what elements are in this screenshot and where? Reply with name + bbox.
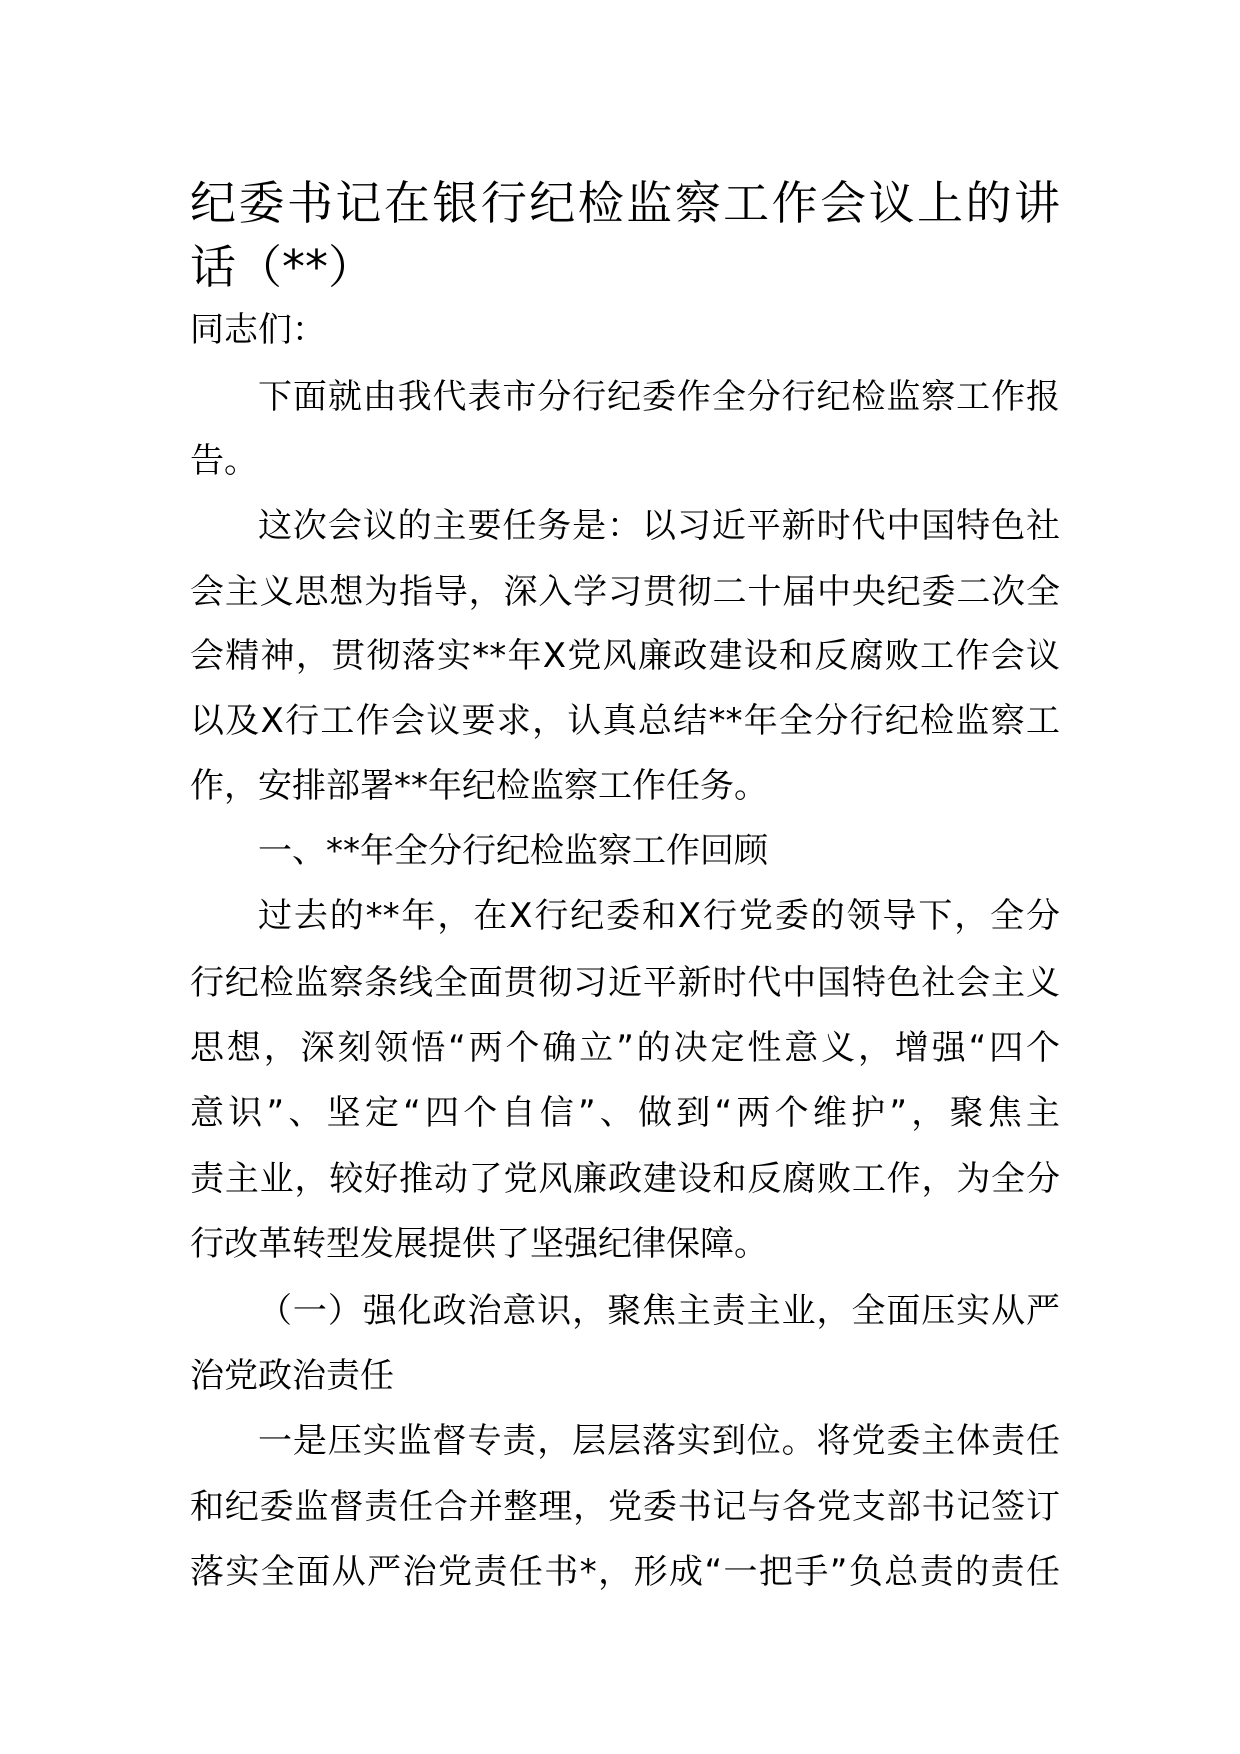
body-line: 落实全面从严治党责任书*，形成“一把手”负总责的责任	[190, 1552, 1060, 1592]
body-line: 会精神，贯彻落实**年X党风廉政建设和反腐败工作会议	[190, 636, 1060, 676]
body-line: 意识”、坚定“四个自信”、做到“两个维护”，聚焦主	[190, 1093, 1060, 1133]
body-line: 作，安排部署**年纪检监察工作任务。	[190, 766, 768, 806]
document-title-line-2: 话（**）	[190, 240, 374, 294]
section-heading: 一、**年全分行纪检监察工作回顾	[258, 831, 768, 871]
body-line: 以及X行工作会议要求，认真总结**年全分行纪检监察工	[190, 701, 1060, 741]
body-line: 会主义思想为指导，深入学习贯彻二十届中央纪委二次全	[190, 572, 1060, 612]
body-line: 告。	[190, 441, 258, 481]
body-line: 这次会议的主要任务是：以习近平新时代中国特色社	[258, 506, 1060, 546]
body-line: 下面就由我代表市分行纪委作全分行纪检监察工作报	[258, 377, 1060, 417]
document-title-line-1: 纪委书记在银行纪检监察工作会议上的讲	[190, 176, 1060, 230]
body-line: 责主业，较好推动了党风廉政建设和反腐败工作，为全分	[190, 1159, 1060, 1199]
body-line: 思想，深刻领悟“两个确立”的决定性意义，增强“四个	[190, 1028, 1060, 1068]
body-line: 一是压实监督专责，层层落实到位。将党委主体责任	[258, 1421, 1060, 1461]
body-line: 行纪检监察条线全面贯彻习近平新时代中国特色社会主义	[190, 963, 1060, 1003]
subsection-heading: （一）强化政治意识，聚焦主责主业，全面压实从严	[258, 1291, 1060, 1331]
body-line: 过去的**年，在X行纪委和X行党委的领导下，全分	[258, 896, 1060, 936]
salutation: 同志们：	[190, 310, 326, 350]
body-line: 和纪委监督责任合并整理，党委书记与各党支部书记签订	[190, 1487, 1060, 1527]
subsection-heading: 治党政治责任	[190, 1356, 394, 1396]
body-line: 行改革转型发展提供了坚强纪律保障。	[190, 1224, 768, 1264]
